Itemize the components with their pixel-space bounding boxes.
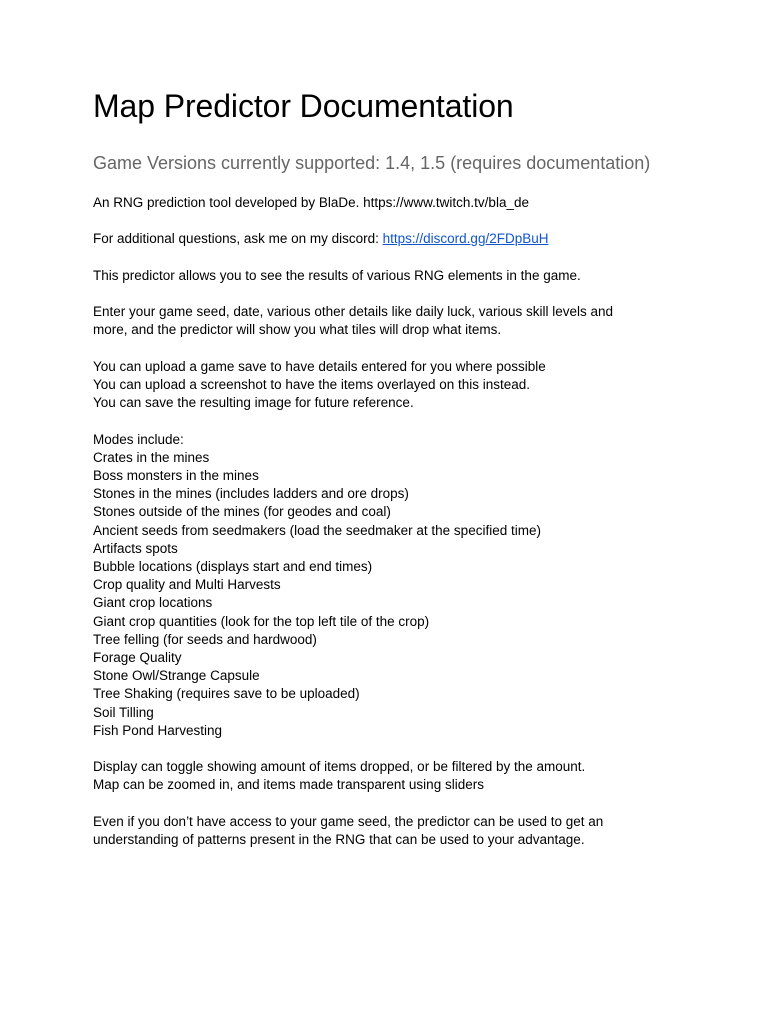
mode-item: Giant crop locations (93, 595, 213, 611)
mode-item: Stone Owl/Strange Capsule (93, 668, 260, 684)
discord-link[interactable]: https://discord.gg/2FDpBuH (382, 231, 549, 247)
display-line: Display can toggle showing amount of items dropped, or be filtered by the amount. (93, 759, 586, 775)
mode-item: Artifacts spots (93, 540, 178, 556)
mode-item: Boss monsters in the mines (93, 467, 259, 483)
mode-item: Stones in the mines (includes ladders and ore drops) (93, 486, 409, 502)
closing-line: Even if you don’t have access to your game seed, the predictor can be used to get an (93, 813, 604, 829)
display-line: Map can be zoomed in, and items made transparent using sliders (93, 777, 484, 793)
enter-description-line: Enter your game seed, date, various other details like daily luck, various skill levels and (93, 304, 614, 320)
questions-prefix: For additional questions, ask me on my discord: (93, 231, 383, 247)
upload-line: You can upload a screenshot to have the items overlayed on this instead. (93, 376, 531, 392)
document-title: Map Predictor Documentation (93, 88, 514, 124)
mode-item: Soil Tilling (93, 704, 154, 720)
mode-item: Giant crop quantities (look for the top left tile of the crop) (93, 613, 430, 629)
modes-list (93, 449, 693, 740)
predictor-description: This predictor allows you to see the results of various RNG elements in the game. (93, 267, 581, 283)
mode-item: Stones outside of the mines (for geodes and coal) (93, 504, 391, 520)
upload-line: You can upload a game save to have details entered for you where possible (93, 358, 546, 374)
mode-item: Tree felling (for seeds and hardwood) (93, 631, 317, 647)
modes-heading: Modes include: (93, 431, 184, 447)
enter-description-line: more, and the predictor will show you what tiles will drop what items. (93, 322, 502, 338)
upload-line: You can save the resulting image for future reference. (93, 395, 414, 411)
mode-item: Forage Quality (93, 650, 182, 665)
mode-item: Tree Shaking (requires save to be uploaded) (93, 686, 360, 702)
questions-paragraph (93, 230, 693, 248)
mode-item: Crates in the mines (93, 449, 210, 465)
closing-line: understanding of patterns present in the RNG that can be used to your advantage. (93, 832, 585, 847)
mode-item: Bubble locations (displays start and end times) (93, 558, 373, 574)
document-subtitle: Game Versions currently supported: 1.4, 1.5 (requires documentation) (93, 153, 651, 173)
mode-item: Ancient seeds from seedmakers (load the seedmaker at the specified time) (93, 522, 541, 538)
mode-item: Fish Pond Harvesting (93, 722, 223, 738)
document-page (93, 86, 693, 849)
intro-paragraph: An RNG prediction tool developed by BlaDe. https://www.twitch.tv/bla_de (93, 195, 529, 210)
mode-item: Crop quality and Multi Harvests (93, 577, 281, 593)
